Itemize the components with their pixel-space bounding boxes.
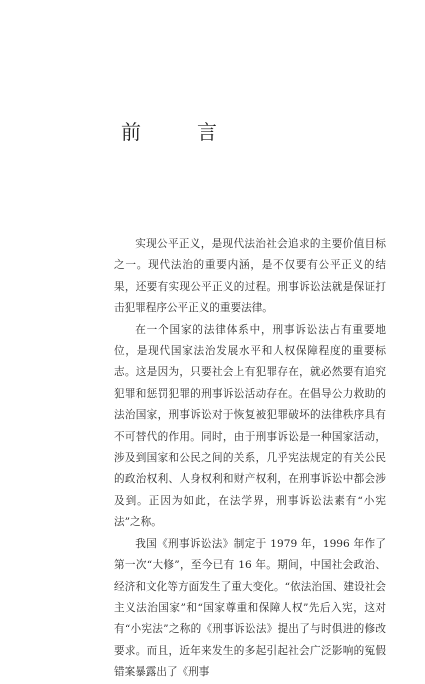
body-text (114, 234, 386, 684)
page-title: 前 言 (121, 120, 235, 144)
paragraph-2: 在一个国家的法律体系中，刑事诉讼法占有重要地位，是现代国家法治发展水平和人权保障程度的重要标志。这是因为，只要社会上有犯罪存在，就必然要有追究犯罪和惩罚犯罪的刑事诉讼活动存在。在倡导公力救助的法治国家，刑事诉讼对于恢复被犯罪破坏的法律秩序具有不可替代的作用。同时，由于刑事诉讼是一种国家活动，涉及到国家和公民之间的关系，几乎宪法规定的有关公民的政治权利、人身权利和财产权利，在刑事诉讼中都会涉及到。正因为如此，在法学界，刑事诉讼法素有“小宪法”之称。 (114, 323, 386, 529)
paragraph-3: 我国《刑事诉讼法》制定于 1979 年，1996 年作了第一次“大修”，至今已有 16 年。期间，中国社会政治、经济和文化等方面发生了重大变化。“依法治国、建设社会主义法治国家”和“国家尊重和保障人权”先后入宪，这对有“小宪法”之称的《刑事诉讼法》提出了与时俱进的修改要求。而且，近年来发生的多起引起社会广泛影响的冤假错案暴露出了《刑事 (114, 537, 386, 679)
paragraph-1: 实现公平正义，是现代法治社会追求的主要价值目标之一。现代法治的重要内涵，是不仅要有公平正义的结果，还要有实现公平正义的过程。刑事诉讼法就是保证打击犯罪程序公平正义的重要法律。 (114, 238, 386, 315)
